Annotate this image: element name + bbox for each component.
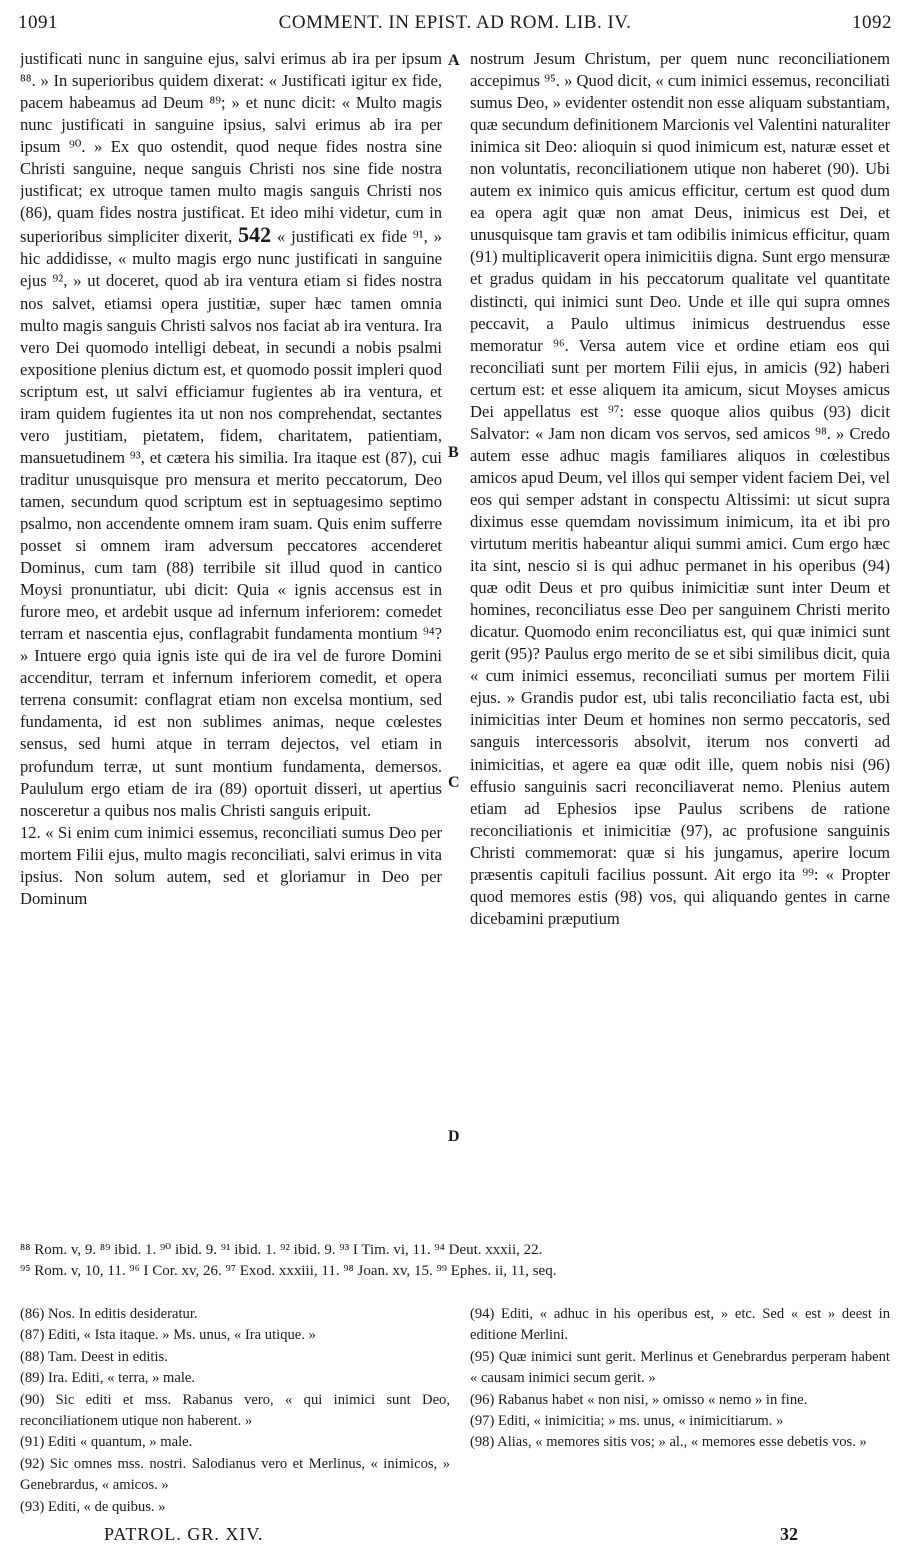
left-column-text-b: « justificati ex fide ⁹¹, » hic addidisse, « multo magis ergo nunc justificati in sanguine ejus ⁹², » ut doceret, quod ab ira ventura etiam si fides nostra nos salvet, etiamsi opera justitiæ, super hæc tamen omnia multo magis sanguis Christi salvos nos faciat ab ira ventura. Ira vero Dei quomodo intelligi debeat, in secundi a nobis psalmi expositione plenius dictum est, et quomodo possit impleri quod scriptum est, ut salvi efficiamur fugientes ab ira ventura, et iram quidem fugientes ita ut non nos comprehendat, sectantes vero justitiam, pietatem, fidem, charitatem, patientiam, mansuetudinem ⁹³, et cætera his similia. Ira itaque est (87), cui traditur unusquisque pro mensura et merito peccatorum, Deo tamen, secundum quod scriptum est in septuagesimo septimo psalmo, non accendente omnem iram suam. Quis enim sufferre posset si omnem iram adversum peccatores accenderet Dominus, cum tam (88) terribile sit illud quod in cantico Moysi pronuntiatur, ubi dicit: Quia « ignis accensus est in furore meo, et ardebit usque ad infernum inferiorem: comedet terram et nascentia ejus, conflagrabit fundamenta montium ⁹⁴? » Intuere ergo quia ignis iste qui de ira vel de furore Domini accenditur, terram et infernum inferiorem comedit, et opera terrena consumit: conflagrat etiam non excelsa montium, sed fundamenta, id est non sublimes animas, neque cœlestes sensus, sed humi atque in terram dejectos, vel etiam in profundum terræ, ut sunt montium fundamenta, demersos. Paululum ergo etiam de ira (89) oportuit disseri, ut apertius nosceretur a quibus nos malis Christi sanguis eripuit. <box>20 227 442 820</box>
left-column-text-a: justificati nunc in sanguine ejus, salvi erimus ab ira per ipsum ⁸⁸. » In superioribus quidem dixerat: « Justificati igitur ex fide, pacem habeamus ad Deum ⁸⁹; » et nunc dicit: « Multo magis nunc justificati in sanguine ipsius, salvi erimus ab ira per ipsum ⁹⁰. » Ex quo ostendit, quod neque fides nostra sine Christi sanguine, neque sanguis Christi nos sine fide nostra justificat; ex utroque tamen multo magis sanguis Christi nos (86), quam fides nostra justificat. Et ideo mihi videtur, cum in superioribus simpliciter dixerit, <box>20 49 442 247</box>
scripture-references-line-2: ⁹⁵ Rom. v, 10, 11. ⁹⁶ I Cor. xv, 26. ⁹⁷ Exod. xxxiii, 11. ⁹⁸ Joan. xv, 15. ⁹⁹ Ephes. ii, 11, seq. <box>20 1263 557 1279</box>
margin-letter-d: D <box>448 1128 460 1145</box>
left-column <box>20 48 442 1238</box>
footnote: (92) Sic omnes mss. nostri. Salodianus vero et Merlinus, « inimicos, » Genebrardus, « amicos. » <box>20 1455 450 1494</box>
margin-letter-b: B <box>448 444 459 461</box>
footnote: (89) Ira. Editi, « terra, » male. <box>20 1370 196 1387</box>
page-footer <box>0 1524 910 1554</box>
left-column-text-c: 12. « Si enim cum inimici essemus, reconciliati sumus Deo per mortem Filii ejus, multo magis reconciliati, salvi erimus in vita ipsius. Non solum autem, sed et gloriamur in Deo per Dominum <box>20 822 442 908</box>
right-column-text: nostrum Jesum Christum, per quem nunc reconciliationem accepimus ⁹⁵. » Quod dicit, « cum inimici essemus, reconciliati sumus Deo, » evidenter ostendit non esse aliquam substantiam, quæ secundum definitionem Marcionis vel Valentini naturaliter inimica sit Deo: alioquin si quod inimicum est, naturæ esset et non voluntatis, reconciliationem utique non haberet (90). Ubi autem ex inimico quis amicus efficitur, certum est quod dum ea opera agit quæ non amat Deus, inimicus est Dei, et unusquisque tam gravis et tam odibilis inimicus efficitur, quam (91) multiplicaverit opera inimicitiis digna. Sunt ergo mensuræ et gradus quidam in his peccatorum qualitate vel quantitate distincti, qui inimici sunt Deo. Unde et ille qui supra omnes peccavit, a Paulo ultimus inimicus destruendus esse memoratur ⁹⁶. Versa autem vice et ordine etiam eos qui reconciliati sunt per mortem Filii ejus, in amicis (92) haberi certum est: et esse aliquem ita amicum, sicut Moyses amicus Dei appellatus est ⁹⁷: esse quoque alios quibus (93) dicit Salvator: « Jam non dicam vos servos, sed amicos ⁹⁸. » Credo autem esse adhuc magis familiares aliquos in cœlestibus amicos apud Deum, vel illos qui semper vident faciem Dei, vel eos qui semper adstant in conspectu Altissimi: ut sicut supra diximus esse quemdam novissimum inimicum, ita et ibi pro virtutum meritis habeantur aliqui summi amici. Cum ergo hæc ita sint, nescio si is qui adhuc permanet in his operibus (94) quæ odit Deus et pro quibus inimicitiæ sunt inter Deum et homines, reconciliatus esse Deo per sanguinem Christi merito dicatur. Quomodo enim reconciliatus est, qui quæ inimici sunt gerit (95)? Paulus ergo merito de se et sibi similibus dicit, quia « cum inimici essemus, reconciliati sumus per mortem Filii ejus. » Grandis pudor est, ubi talis reconciliatio facta est, ubi inimicitias inter Deum et homines non sermo peccatoris, sed sanguis intercessoris absolvit, iterum nos converti ad inimicitias, et agere ea quæ odit ille, quem nobis nisi (96) effusio sanguinis sacri reconciliaverat nemo. Plenius autem etiam ad Ephesios ipse Paulus scribens de ratione reconciliationis et inimicitiæ (97), ac profusione sanguinis Christi commemorat: quæ si his jungamus, aperire locum præsentis capituli facilius possunt. Ait ergo ita ⁹⁹: « Propter quod memores estis (98) vos, qui aliquando gentes in carne dicebamini præputium <box>470 49 890 928</box>
running-title: COMMENT. IN EPIST. AD ROM. LIB. IV. <box>278 12 632 33</box>
footnote: (97) Editi, « inimicitia; » ms. unus, « inimicitiarum. » <box>470 1413 784 1430</box>
column-number-left: 1091 <box>18 12 58 33</box>
footnote: (96) Rabanus habet « non nisi, » omisso « nemo » in fine. <box>470 1391 808 1408</box>
running-header <box>18 12 892 38</box>
page-mark: 542 <box>238 222 272 248</box>
margin-letter-c: C <box>448 774 460 791</box>
footnotes-right <box>470 1304 890 1454</box>
footnote: (90) Sic editi et mss. Rabanus vero, « qui inimici sunt Deo, reconciliationem utique non haberent. » <box>20 1391 450 1430</box>
column-number-right: 1092 <box>852 12 892 33</box>
footnote: (93) Editi, « de quibus. » <box>20 1498 166 1515</box>
margin-letter-a: A <box>448 52 460 69</box>
footnote: (94) Editi, « adhuc in his operibus est, » etc. Sed « est » deest in editione Merlini. <box>470 1306 890 1344</box>
folio-number: 32 <box>780 1524 798 1544</box>
footnote: (95) Quæ inimici sunt gerit. Merlinus et Genebrardus perperam habent « causam inimici secum gerit. » <box>470 1348 890 1387</box>
footnote: (86) Nos. In editis desideratur. <box>20 1306 198 1322</box>
footnote: (91) Editi « quantum, » male. <box>20 1434 193 1451</box>
footnote: (98) Alias, « memores sitis vos; » al., « memores esse debetis vos. » <box>470 1434 867 1451</box>
footnotes-left <box>20 1304 450 1518</box>
scripture-references <box>20 1240 890 1282</box>
signature-mark: PATROL. GR. XIV. <box>104 1524 264 1544</box>
footnote: (87) Editi, « Ista itaque. » Ms. unus, « Ira utique. » <box>20 1327 316 1344</box>
right-column <box>470 48 890 1238</box>
footnote: (88) Tam. Deest in editis. <box>20 1348 168 1365</box>
scripture-references-line-1: ⁸⁸ Rom. v, 9. ⁸⁹ ibid. 1. ⁹⁰ ibid. 9. ⁹¹ ibid. 1. ⁹² ibid. 9. ⁹³ I Tim. vi, 11. ⁹⁴ Deut. xxxii, 22. <box>20 1242 543 1258</box>
